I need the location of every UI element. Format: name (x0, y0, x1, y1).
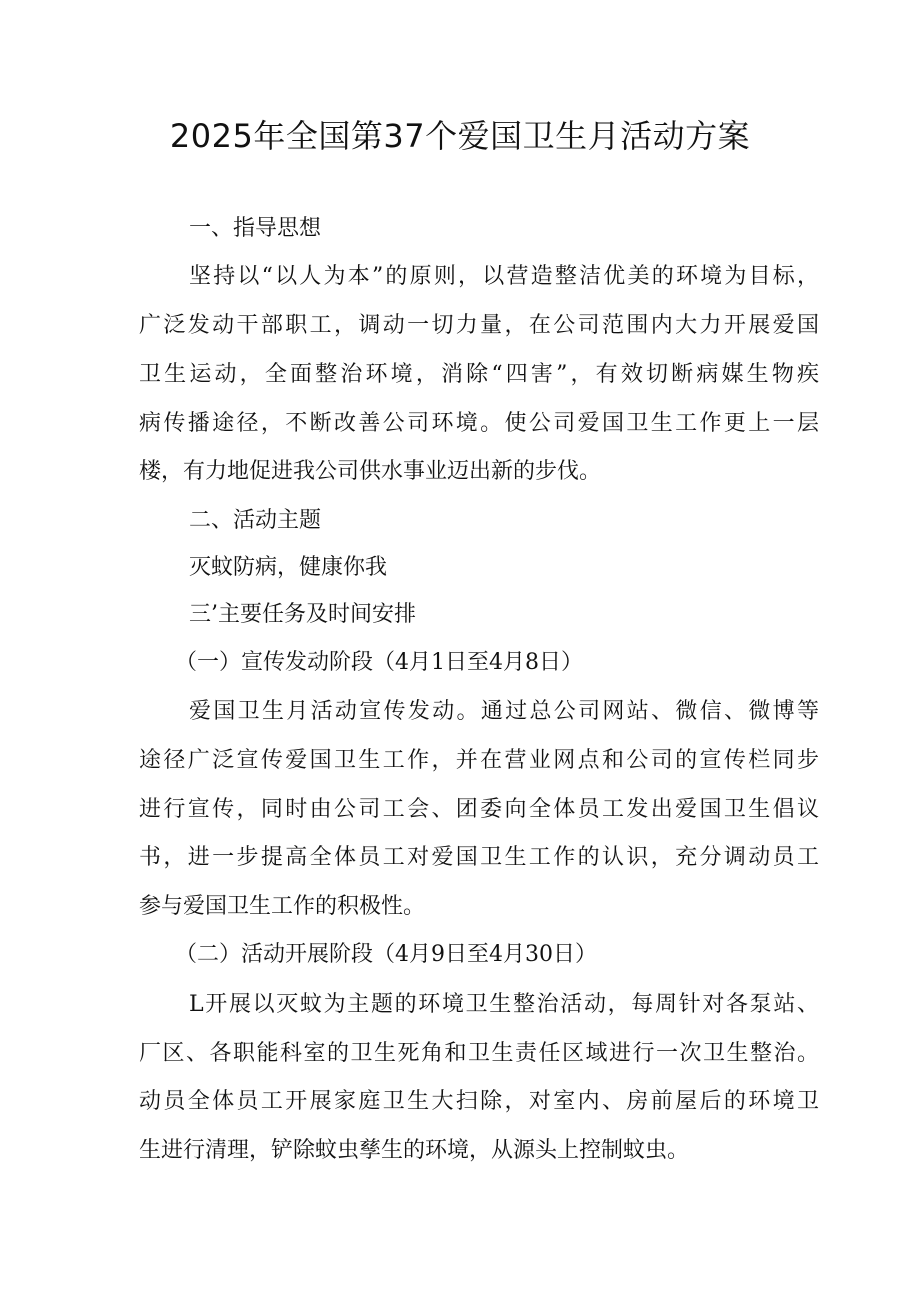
paragraph-line: 厂区、各职能科室的卫生死角和卫生责任区域进行一次卫生整治。 (139, 1041, 819, 1066)
paragraph-line: 楼，有力地促进我公司供水事业迈出新的步伐。 (139, 459, 602, 484)
paragraph-line: 动员全体员工开展家庭卫生大扫除，对室内、房前屋后的环境卫 (139, 1089, 819, 1114)
paragraph-line: 进行宣传，同时由公司工会、团委向全体员工发出爱国卫生倡议 (139, 797, 819, 822)
activity-theme-text: 灭蚊防病，健康你我 (189, 555, 388, 580)
section-heading-tasks-schedule: 三’主要任务及时间安排 (189, 602, 416, 627)
subheading-publicity-stage: （一）宣传发动阶段（4月1日至4月8日） (175, 650, 583, 675)
section-heading-activity-theme: 二、活动主题 (189, 508, 322, 533)
paragraph-line: 坚持以“以人为本”的原则，以营造整洁优美的环境为目标， (189, 264, 819, 289)
paragraph-line: 卫生运动，全面整治环境，消除“四害”，有效切断病媒生物疾 (139, 362, 819, 387)
paragraph-line: 生进行清理，铲除蚊虫孳生的环境，从源头上控制蚊虫。 (139, 1138, 690, 1163)
section-heading-guiding-ideology: 一、指导思想 (189, 216, 322, 241)
paragraph-line: 参与爱国卫生工作的积极性。 (139, 894, 426, 919)
paragraph-line: L开展以灭蚊为主题的环境卫生整治活动，每周针对各泵站、 (189, 992, 819, 1017)
document-title: 2025年全国第37个爱国卫生月活动方案 (169, 117, 751, 155)
paragraph-line: 书，进一步提高全体员工对爱国卫生工作的认识，充分调动员工 (139, 845, 819, 870)
paragraph-line: 病传播途径，不断改善公司环境。使公司爱国卫生工作更上一层 (139, 411, 819, 436)
paragraph-line: 途径广泛宣传爱国卫生工作，并在营业网点和公司的宣传栏同步 (139, 748, 819, 773)
paragraph-line: 爱国卫生月活动宣传发动。通过总公司网站、微信、微博等 (189, 699, 819, 724)
subheading-activity-stage: （二）活动开展阶段（4月9日至4月30日） (175, 942, 597, 967)
paragraph-line: 广泛发动干部职工，调动一切力量，在公司范围内大力开展爱国 (139, 313, 819, 338)
